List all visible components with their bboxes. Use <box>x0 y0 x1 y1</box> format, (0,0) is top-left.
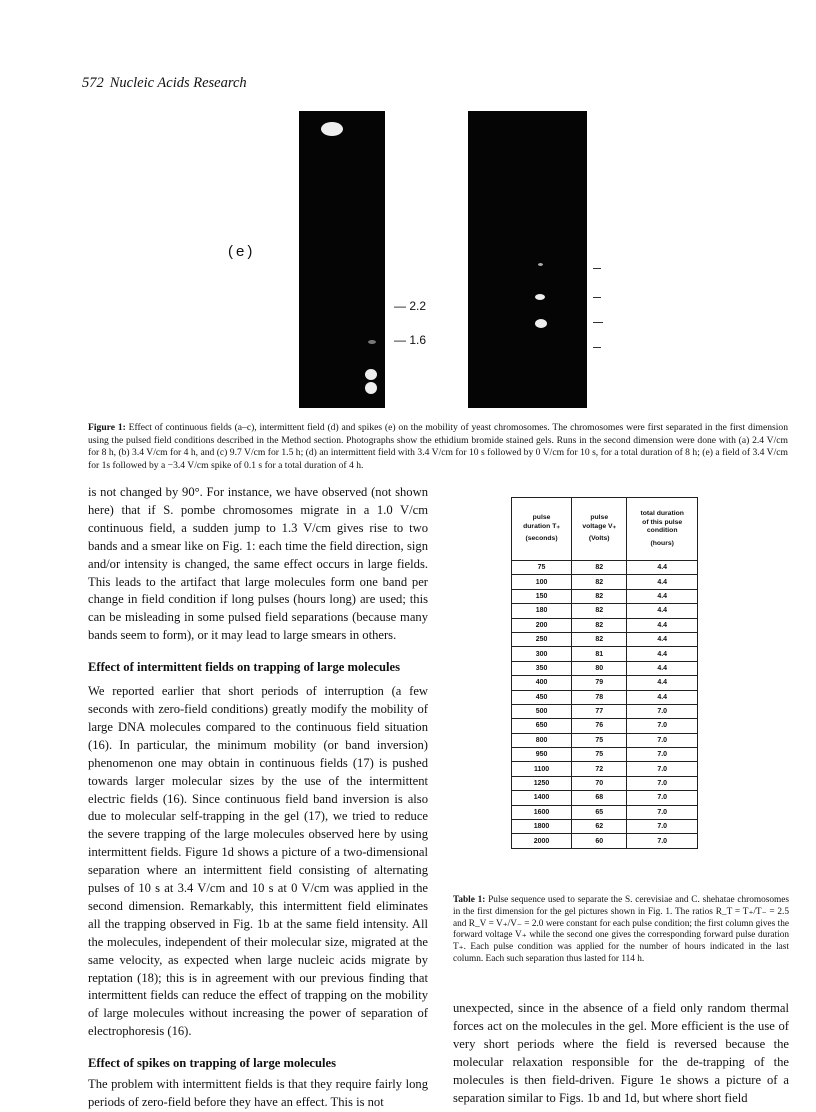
table-row <box>512 733 698 747</box>
size-marker-label: — 2.2 <box>394 299 427 313</box>
table-cell: 7.0 <box>627 834 698 848</box>
table-row <box>512 589 698 603</box>
table-cell: 4.4 <box>627 589 698 603</box>
gel-band <box>321 122 343 136</box>
table-cell: 200 <box>512 618 572 632</box>
table-cell: 1400 <box>512 791 572 805</box>
section-heading: Effect of intermittent fields on trapping of large molecules <box>88 660 400 675</box>
table-cell: 4.4 <box>627 632 698 646</box>
panel-label: (e) <box>228 243 256 260</box>
gel-band <box>535 294 545 300</box>
table-cell: 82 <box>572 575 627 589</box>
table-cell: 2000 <box>512 834 572 848</box>
gel-band <box>365 382 377 394</box>
table-cell: 4.4 <box>627 690 698 704</box>
table-cell: 7.0 <box>627 805 698 819</box>
table-cell: 78 <box>572 690 627 704</box>
gel-band <box>368 340 376 344</box>
paragraph: The problem with intermittent fields is that they require fairly long periods of zero-field before they have an effect. This is not <box>88 1077 428 1109</box>
table-caption-label: Table 1: <box>453 895 486 905</box>
figure-caption-label: Figure 1: <box>88 422 126 433</box>
table-cell: 1250 <box>512 776 572 790</box>
table-cell: 4.4 <box>627 618 698 632</box>
table-cell: 75 <box>512 561 572 575</box>
table-cell: 1100 <box>512 762 572 776</box>
table-cell: 7.0 <box>627 791 698 805</box>
table-cell: 82 <box>572 589 627 603</box>
table-cell: 450 <box>512 690 572 704</box>
table-cell: 250 <box>512 632 572 646</box>
marker-tick <box>593 322 603 323</box>
table-cell: 77 <box>572 704 627 718</box>
table-row <box>512 805 698 819</box>
marker-tick <box>593 347 601 348</box>
table-cell: 4.4 <box>627 661 698 675</box>
table-cell: 82 <box>572 632 627 646</box>
table-cell: 180 <box>512 604 572 618</box>
table-cell: 75 <box>572 733 627 747</box>
table-cell: 70 <box>572 776 627 790</box>
table-cell: 7.0 <box>627 748 698 762</box>
table-cell: 1800 <box>512 820 572 834</box>
table-row <box>512 762 698 776</box>
marker-tick <box>593 297 601 298</box>
table-cell: 4.4 <box>627 575 698 589</box>
table-cell: 82 <box>572 618 627 632</box>
table-cell: 500 <box>512 704 572 718</box>
running-header <box>82 75 247 92</box>
gel-image-right <box>468 111 587 408</box>
table-cell: 65 <box>572 805 627 819</box>
table-cell: 82 <box>572 561 627 575</box>
table-row <box>512 632 698 646</box>
paragraph: unexpected, since in the absence of a field only random thermal forces act on the molecules in the gel. More efficient is the use of very short periods where the field is reversed because the molecular relaxation responsible for the de-trapping of the molecules is then field-driven. Figure 1e shows a picture of a separation similar to Figs. 1b and 1d, but where short field <box>453 1001 789 1105</box>
marker-tick <box>593 268 601 269</box>
table-cell: 7.0 <box>627 733 698 747</box>
paragraph: is not changed by 90°. For instance, we have observed (not shown here) that if S. pombe chromosomes migrate in a 1.0 V/cm continuous field, a sudden jump to 1.3 V/cm gives rise to two bands and a smear like on Fig. 1: each time the field direction, sign and/or intensity is changed, the same effect occurs in large fields. This leads to the artifact that large molecules form one band per change in field condition if long pulses (hours long) are used; this can be misleading in some pulsed field separations (because many bands seem to form), or it may lead to large smears in others. <box>88 485 428 643</box>
table-cell: 300 <box>512 647 572 661</box>
table-row <box>512 575 698 589</box>
table-cell: 76 <box>572 719 627 733</box>
table-caption <box>453 895 789 966</box>
table-row <box>512 690 698 704</box>
table-cell: 7.0 <box>627 704 698 718</box>
right-column <box>453 1000 789 1107</box>
table-row <box>512 820 698 834</box>
left-column <box>88 484 428 1112</box>
gel-band <box>538 263 543 266</box>
page-number: 572 <box>82 75 104 91</box>
table-row <box>512 661 698 675</box>
journal-title: Nucleic Acids Research <box>109 75 247 91</box>
gel-band <box>535 319 547 328</box>
table-cell: 100 <box>512 575 572 589</box>
table-cell: 82 <box>572 604 627 618</box>
table-row <box>512 748 698 762</box>
table-row <box>512 776 698 790</box>
table-cell: 4.4 <box>627 604 698 618</box>
table-cell: 4.4 <box>627 676 698 690</box>
table-cell: 7.0 <box>627 776 698 790</box>
table-row <box>512 719 698 733</box>
table-row <box>512 791 698 805</box>
table-cell: 7.0 <box>627 820 698 834</box>
table-caption-text: Pulse sequence used to separate the S. cerevisiae and C. shehatae chromosomes in the first dimension for the gel pictures shown in Fig. 1. The ratios R_T = T₊/T₋ = 2.5 and R_V = V₊/V₋ = 2.0 were constant for each pulse condition; the first column gives the forward voltage V₊ while the second one gives the corresponding forward pulse duration T₊. Each pulse condition was applied for the number of hours indicated in the last column. Each such separation thus lasted for 114 h. <box>453 895 789 964</box>
table-cell: 80 <box>572 661 627 675</box>
table-cell: 72 <box>572 762 627 776</box>
table-row <box>512 604 698 618</box>
table-cell: 7.0 <box>627 719 698 733</box>
table-cell: 950 <box>512 748 572 762</box>
gel-band <box>365 369 377 380</box>
table-cell: 68 <box>572 791 627 805</box>
table-cell: 7.0 <box>627 762 698 776</box>
table-cell: 81 <box>572 647 627 661</box>
table-row <box>512 647 698 661</box>
table-header: pulse duration T₊ (seconds) <box>512 498 572 561</box>
table-cell: 800 <box>512 733 572 747</box>
paragraph: We reported earlier that short periods of interruption (a few seconds with zero-field conditions) greatly modify the mobility of large DNA molecules compared to the continuous field situation (16). In particular, the minimum mobility (or band inversion) phenomenon one may obtain in continuous fields (17) is pushed towards larger molecular sizes by the use of the intermittent electric fields (16). Since continuous field band inversion is also due to molecular self-trapping in the gel (17), we tried to reduce the severe trapping of the large molecules observed here by using intermittent fields. Figure 1d shows a picture of a two-dimensional separation where an intermittent field consisting of alternating pulses of 10 s at 3.4 V/cm and 10 s at 0 V/cm was applied in the second dimension. Remarkably, this intermittent field eliminates all the trapping observed in Fig. 1b at the same field intensity. All the molecules, independent of their molecular size, migrated at the same velocity, as expected when large nucleic acids migrate by reptation (18); this is in agreement with our previous finding that intermittent fields can reduce the effect of trapping on the mobility of large molecules without increasing the power of separation of electrophoresis (16). <box>88 684 428 1039</box>
table-cell: 1600 <box>512 805 572 819</box>
table-cell: 62 <box>572 820 627 834</box>
table-cell: 400 <box>512 676 572 690</box>
table-cell: 4.4 <box>627 647 698 661</box>
table-row <box>512 704 698 718</box>
section-heading: Effect of spikes on trapping of large molecules <box>88 1056 337 1071</box>
table-cell: 60 <box>572 834 627 848</box>
figure-caption-text: Effect of continuous fields (a–c), intermittent field (d) and spikes (e) on the mobility of yeast chromosomes. The chromosomes were first separated in the first dimension using the pulsed field conditions described in the Method section. Photographs show the ethidium bromide stained gels. Runs in the second dimension were done with (a) 2.4 V/cm for 8 h, (b) 3.4 V/cm for 4 h, and (c) 9.7 V/cm for 1.5 h; (d) an intermittent field with 3.4 V/cm for 10 s followed by 0 V/cm for 10 s, for a total duration of 8 h; (e) a field of 3.4 V/cm for 1s followed by a −3.4 V/cm spike of 0.1 s for a total duration of 4 h. <box>88 422 788 471</box>
table-cell: 650 <box>512 719 572 733</box>
table-row <box>512 561 698 575</box>
table-cell: 150 <box>512 589 572 603</box>
table-cell: 75 <box>572 748 627 762</box>
table-cell: 79 <box>572 676 627 690</box>
table-cell: 350 <box>512 661 572 675</box>
table-row <box>512 618 698 632</box>
table-header: total duration of this pulse condition (hours) <box>627 498 698 561</box>
size-marker-label: — 1.6 <box>394 333 427 347</box>
table-cell: 4.4 <box>627 561 698 575</box>
table-row <box>512 676 698 690</box>
gel-image-left <box>299 111 385 408</box>
pulse-table <box>511 497 698 849</box>
table-header: pulse voltage V₊ (Volts) <box>572 498 627 561</box>
table-row <box>512 834 698 848</box>
figure-caption <box>88 422 788 472</box>
